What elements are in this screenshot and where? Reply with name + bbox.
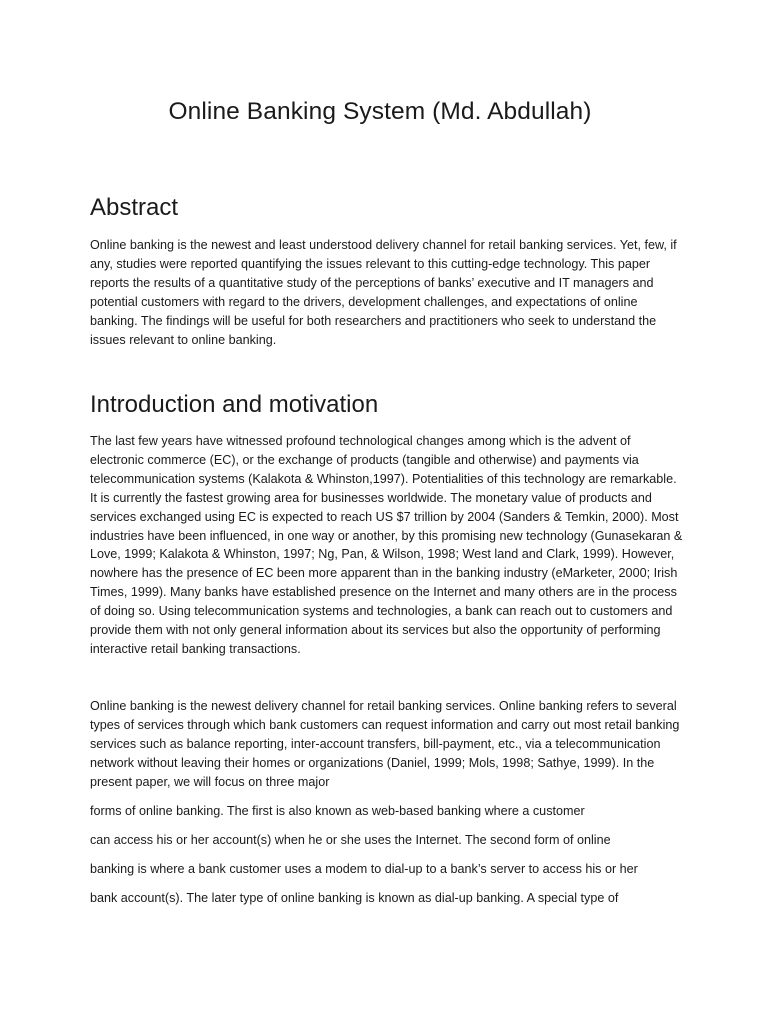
abstract-paragraph: Online banking is the newest and least understood delivery channel for retail banking services. Yet, few, if any, studies were reported quantifying the issues relevant to this cutting-edge technology. This paper reports the results of a quantitative study of the perceptions of banks’ executive and IT managers and potential customers with regard to the drivers, development challenges, and expectations of online banking. The findings will be useful for both researchers and practitioners who seek to understand the issues relevant to online banking. bbox=[90, 238, 677, 347]
introduction-paragraph-2: Online banking is the newest delivery channel for retail banking services. Online banking refers to several types of services through which bank customers can request information and carry out most retail banking services such as balance reporting, inter-account transfers, bill-payment, etc., via a telecommunication network without leaving their homes or organizations (Daniel, 1999; Mols, 1998; Sathye, 1999). In the present paper, we will focus on three major bbox=[90, 699, 680, 789]
introduction-line-4: bank account(s). The later type of online banking is known as dial-up banking. A special type of bbox=[90, 891, 619, 905]
introduction-line-3: banking is where a bank customer uses a modem to dial-up to a bank’s server to access his or her bbox=[90, 862, 638, 876]
introduction-line-2: can access his or her account(s) when he or she uses the Internet. The second form of online bbox=[90, 833, 611, 847]
introduction-heading: Introduction and motivation bbox=[90, 391, 379, 418]
document-title: Online Banking System (Md. Abdullah) bbox=[168, 98, 592, 125]
abstract-heading: Abstract bbox=[90, 194, 179, 221]
introduction-paragraph-1: The last few years have witnessed profound technological changes among which is the advent of electronic commerce (EC), or the exchange of products (tangible and otherwise) and payments via telecommunication systems (Kalakota & Whinston,1997). Potentialities of this technology are remarkable. It is currently the fastest growing area for businesses worldwide. The monetary value of products and services exchanged using EC is expected to reach US $7 trillion by 2004 (Sanders & Temkin, 2000). Most industries have been influenced, in one way or another, by this promising new technology (Gunasekaran & Love, 1999; Kalakota & Whinston, 1997; Ng, Pan, & Wilson, 1998; West land and Clark, 1999). However, nowhere has the presence of EC been more apparent than in the banking industry (eMarketer, 2000; Irish Times, 1999). Many banks have established presence on the Internet and many others are in the process of doing so. Using telecommunication systems and technologies, a bank can reach out to customers and provide them with not only general information about its services but also the opportunity of performing interactive retail banking transactions. bbox=[90, 434, 683, 656]
introduction-line-1: forms of online banking. The first is also known as web-based banking where a customer bbox=[90, 804, 585, 818]
